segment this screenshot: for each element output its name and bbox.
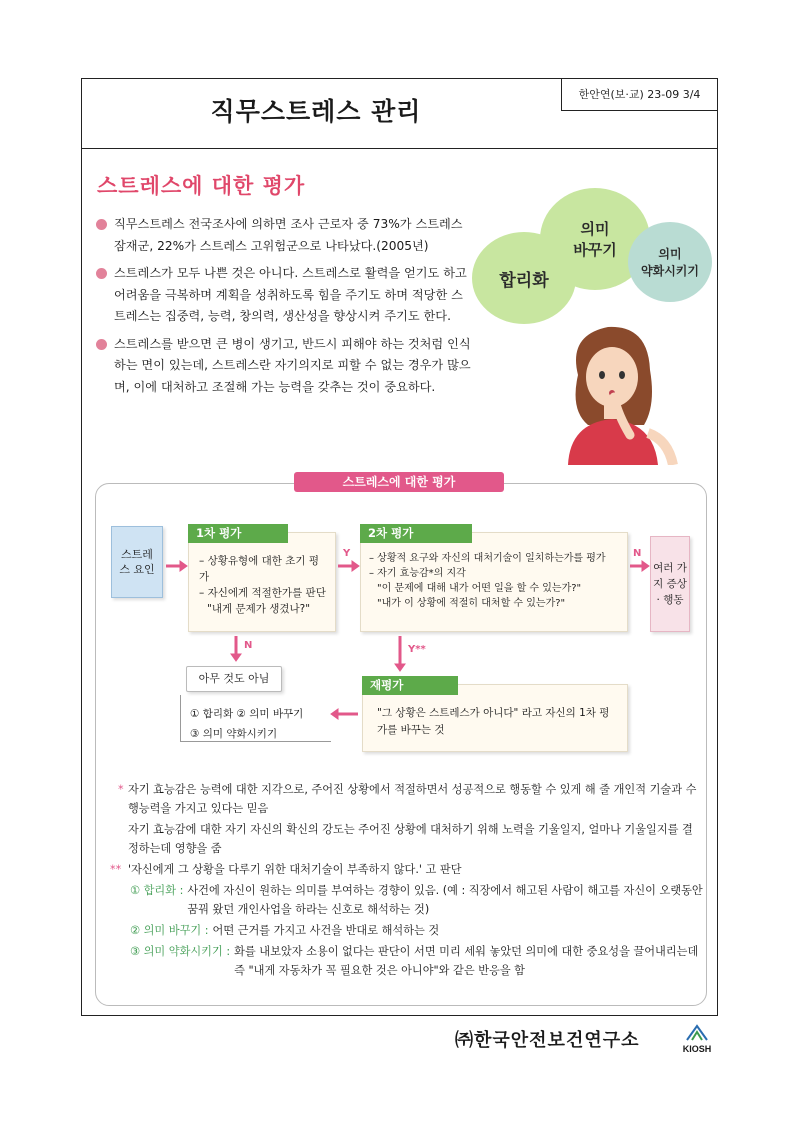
- bullet-dot-icon: [96, 268, 107, 279]
- options-line-1: ① 합리화 ② 의미 바꾸기: [190, 708, 304, 720]
- yes-label: Y: [343, 548, 351, 559]
- options-line-2: ③ 의미 약화시키기: [190, 728, 278, 740]
- doc-code: 한안연(보·교) 23-09 3/4: [561, 79, 717, 111]
- thought-cloud-minimize: 의미 약화시키기: [628, 222, 712, 302]
- stress-source-box: 스트레스 요인: [111, 526, 163, 598]
- diagram-title: 스트레스에 대한 평가: [294, 472, 504, 492]
- bullet-item: 스트레스를 받으면 큰 병이 생기고, 반드시 피해야 하는 것처럼 인식하는 면이 있는데, 스트레스란 자기의지로 피할 수 없는 경우가 많으며, 이에 대처하고 조절해 가는 능력을 갖추는 것이 중요하다.: [94, 334, 474, 399]
- thinking-girl-illustration: [548, 315, 678, 465]
- second-evaluation-tab: 2차 평가: [360, 524, 472, 543]
- thought-cloud-reframe: 의미 바꾸기: [540, 188, 650, 290]
- reevaluation-tab: 재평가: [362, 676, 458, 695]
- organization-name: ㈜한국안전보건연구소: [455, 1030, 640, 1051]
- bullet-item: 스트레스가 모두 나쁜 것은 아니다. 스트레스로 활력을 얻기도 하고 어려움을 극복하며 계획을 성취하도록 힘을 주기도 하며 적당한 스트레스는 집중력, 능력, 창의력, 생산성을 향상시켜 주기도 한다.: [94, 263, 474, 328]
- footnotes: * 자기 효능감은 능력에 대한 지각으로, 주어진 상황에서 적절하면서 성공적으로 행동할 수 있게 해 줄 개인적 기술과 수행능력을 가지고 있다는 믿음 자기 효능감에 대한 자기 자신의 확신의 강도는 주어진 상황에 대처하기 위해 노력을 기울일지, 얼마나 기울일지를 결정하는데 영향을 줌 ** '자신에게 그 상황을 다루기 위한 대처기술이 부족하지 않다.' 고 판단 ① 합리화 : 사건에 자신이 원하는 의미를 부여하는 경향이 있음. (예 : 직장에서 해고된 사람이 해고를 자신이 오랫동안 꿈꿔 왔던 개인사업을 하라는 신호로 해석하는 것) ② 의미 바꾸기 : 어떤 근거를 가지고 사건을 반대로 해석하는 것 ③ 의미 약화시키기 : 화를 내보았자 소용이 없다는 판단이 서면 미리 세워 놓았던 의미에 대한 중요성을 끌어내리는데 즉 "내게 자동차가 꼭 필요한 것은 아니야"와 같은 반응을 함: [110, 783, 703, 977]
- bullet-item: 직무스트레스 전국조사에 의하면 조사 근로자 중 73%가 스트레스 잠재군, 22%가 스트레스 고위험군으로 나타났다.(2005년): [94, 214, 474, 257]
- bullet-dot-icon: [96, 219, 107, 230]
- first-evaluation-tab: 1차 평가: [188, 524, 288, 543]
- second-evaluation-panel: – 상황적 요구와 자신의 대처기술이 일치하는가를 평가 – 자기 효능감*의 지각 "이 문제에 대해 내가 어떤 일을 할 수 있는가?" "내가 이 상황에 적절히 대처할 수 있는가?": [360, 532, 628, 632]
- section-title: 스트레스에 대한 평가: [97, 174, 306, 198]
- first-evaluation-panel: – 상황유형에 대한 초기 평가 – 자신에게 적절한가를 판단 "내게 문제가 생겼나?": [188, 532, 336, 632]
- bullet-dot-icon: [96, 339, 107, 350]
- kiosh-logo: KIOSH: [672, 1024, 722, 1054]
- symptoms-box: 여러 가지 증상 · 행동: [650, 536, 690, 632]
- no-label: N: [244, 640, 253, 651]
- bullet-list: [94, 214, 474, 404]
- yes-label: Y**: [408, 644, 426, 655]
- reevaluation-panel: "그 상황은 스트레스가 아니다" 라고 자신의 1차 평가를 바꾸는 것: [362, 684, 628, 752]
- header-divider: [81, 148, 718, 149]
- kiosh-logo-icon: [684, 1024, 710, 1042]
- nothing-box: 아무 것도 아님: [186, 666, 282, 692]
- no-label: N: [633, 548, 642, 559]
- thought-cloud-rationalize: 합리화: [472, 232, 576, 324]
- page-title: 직무스트레스 관리: [210, 97, 422, 126]
